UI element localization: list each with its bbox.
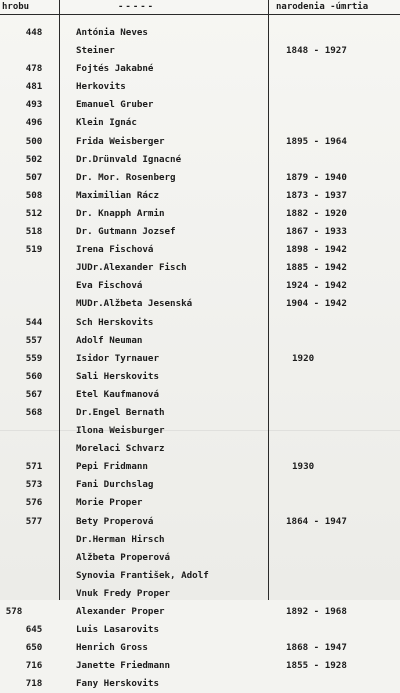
grave-list <box>0 24 400 693</box>
grave-number: 478 <box>25 63 43 75</box>
life-dates: 1848 - 1927 <box>286 45 347 57</box>
table-row <box>0 114 400 132</box>
grave-number: 502 <box>25 153 43 165</box>
buried-name: Dr. Mor. Rosenberg <box>76 171 176 183</box>
buried-name: Adolf Neuman <box>76 334 143 346</box>
buried-name: Synovia František, Adolf <box>76 569 209 581</box>
buried-name: Steiner <box>76 45 115 57</box>
life-dates: 1898 - 1942 <box>286 244 347 256</box>
table-row <box>0 549 400 567</box>
table-row <box>0 223 400 241</box>
table-row <box>0 60 400 78</box>
grave-number: 500 <box>25 135 43 147</box>
buried-name: Pepi Fridmann <box>76 461 148 473</box>
buried-name: Vnuk Fredy Proper <box>76 587 171 599</box>
table-row <box>0 639 400 657</box>
buried-name: Dr. Gutmann Jozsef <box>76 226 176 238</box>
buried-name: Bety Properová <box>76 515 154 527</box>
table-row <box>0 531 400 549</box>
table-row <box>0 675 400 693</box>
table-row <box>0 169 400 187</box>
life-dates: 1904 - 1942 <box>286 298 347 310</box>
table-row <box>0 96 400 114</box>
buried-name: MUDr.Alžbeta Jesenská <box>76 298 193 310</box>
table-row <box>0 458 400 476</box>
table-row <box>0 513 400 531</box>
buried-name: Janette Friedmann <box>76 660 171 672</box>
table-row <box>0 621 400 639</box>
grave-number: 559 <box>25 352 43 364</box>
grave-number: 718 <box>25 678 43 690</box>
life-dates: 1895 - 1964 <box>286 135 347 147</box>
table-row <box>0 78 400 96</box>
buried-name: Maximilian Rácz <box>76 189 159 201</box>
table-row <box>0 259 400 277</box>
buried-name: Herkovits <box>76 81 126 93</box>
table-row <box>0 332 400 350</box>
grave-number: 571 <box>25 461 43 473</box>
grave-number: 645 <box>25 624 43 636</box>
table-row <box>0 386 400 404</box>
header-name: ----- <box>118 2 156 12</box>
grave-number: 496 <box>25 117 43 129</box>
table-row <box>0 567 400 585</box>
buried-name: Dr.Engel Bernath <box>76 406 165 418</box>
buried-name: Ilona Weisburger <box>76 425 165 437</box>
table-row <box>0 24 400 42</box>
table-row <box>0 657 400 675</box>
grave-number: 716 <box>25 660 43 672</box>
buried-name: Etel Kaufmanová <box>76 388 159 400</box>
buried-name: Antónia Neves <box>76 27 148 38</box>
table-row <box>0 277 400 295</box>
buried-name: Alžbeta Properová <box>76 551 171 563</box>
table-row <box>0 404 400 422</box>
grave-number: 573 <box>25 479 43 491</box>
table-row <box>0 151 400 169</box>
table-row <box>0 585 400 603</box>
buried-name: Irena Fischová <box>76 244 154 256</box>
buried-name: Sali Herskovits <box>76 370 159 382</box>
table-row <box>0 350 400 368</box>
grave-number: 493 <box>25 99 43 111</box>
grave-number: 567 <box>25 388 43 400</box>
life-dates: 1868 - 1947 <box>286 642 347 654</box>
buried-name: Fany Herskovits <box>76 678 159 690</box>
life-dates: 1864 - 1947 <box>286 515 347 527</box>
table-row <box>0 494 400 512</box>
table-header <box>0 0 400 14</box>
buried-name: JUDr.Alexander Fisch <box>76 262 187 274</box>
grave-number: 577 <box>25 515 43 527</box>
buried-name: Henrich Gross <box>76 642 148 654</box>
table-row <box>0 603 400 621</box>
grave-number: 544 <box>25 316 43 328</box>
buried-name: Dr.Drünvald Ignacné <box>76 153 182 165</box>
buried-name: Dr.Herman Hirsch <box>76 533 165 545</box>
grave-number: 557 <box>25 334 43 346</box>
grave-number: 650 <box>25 642 43 654</box>
buried-name: Luis Lasarovits <box>76 624 159 636</box>
table-row <box>0 440 400 458</box>
table-row <box>0 476 400 494</box>
life-dates: 1879 - 1940 <box>286 171 347 183</box>
life-dates: 1867 - 1933 <box>286 226 347 238</box>
grave-number: 508 <box>25 189 43 201</box>
buried-name: Fojtés Jakabné <box>76 63 154 75</box>
buried-name: Emanuel Gruber <box>76 99 154 111</box>
grave-number: 507 <box>25 171 43 183</box>
grave-number: 560 <box>25 370 43 382</box>
grave-number: 481 <box>25 81 43 93</box>
life-dates: 1930 <box>292 461 315 473</box>
table-row <box>0 133 400 151</box>
table-row <box>0 422 400 440</box>
table-row <box>0 42 400 60</box>
grave-number: 512 <box>25 207 43 219</box>
life-dates: 1855 - 1928 <box>286 660 347 672</box>
table-row <box>0 314 400 332</box>
buried-name: Morie Proper <box>76 497 143 509</box>
grave-number: 448 <box>25 27 43 38</box>
life-dates: 1882 - 1920 <box>286 207 347 219</box>
table-row <box>0 241 400 259</box>
header-rule <box>0 14 400 15</box>
buried-name: Eva Fischová <box>76 280 143 292</box>
buried-name: Alexander Proper <box>76 606 165 617</box>
life-dates: 1873 - 1937 <box>286 189 347 201</box>
header-grave-number: hrobu <box>2 2 30 12</box>
grave-number: 568 <box>25 406 43 418</box>
grave-number: 578 <box>5 606 23 617</box>
grave-number: 518 <box>25 226 43 238</box>
grave-number: 576 <box>25 497 43 509</box>
table-row <box>0 187 400 205</box>
grave-number: 519 <box>25 244 43 256</box>
life-dates: 1920 <box>292 352 315 364</box>
header-dates: narodenia -úmrtia <box>276 2 369 12</box>
buried-name: Klein Ignác <box>76 117 137 129</box>
buried-name: Frida Weisberger <box>76 135 165 147</box>
buried-name: Fani Durchslag <box>76 479 154 491</box>
buried-name: Sch Herskovits <box>76 316 154 328</box>
buried-name: Morelaci Schvarz <box>76 443 165 455</box>
life-dates: 1885 - 1942 <box>286 262 347 274</box>
buried-name: Dr. Knapph Armin <box>76 207 165 219</box>
table-row <box>0 295 400 313</box>
life-dates: 1892 - 1968 <box>286 606 347 617</box>
life-dates: 1924 - 1942 <box>286 280 347 292</box>
buried-name: Isidor Tyrnauer <box>76 352 159 364</box>
table-row <box>0 368 400 386</box>
table-row <box>0 205 400 223</box>
